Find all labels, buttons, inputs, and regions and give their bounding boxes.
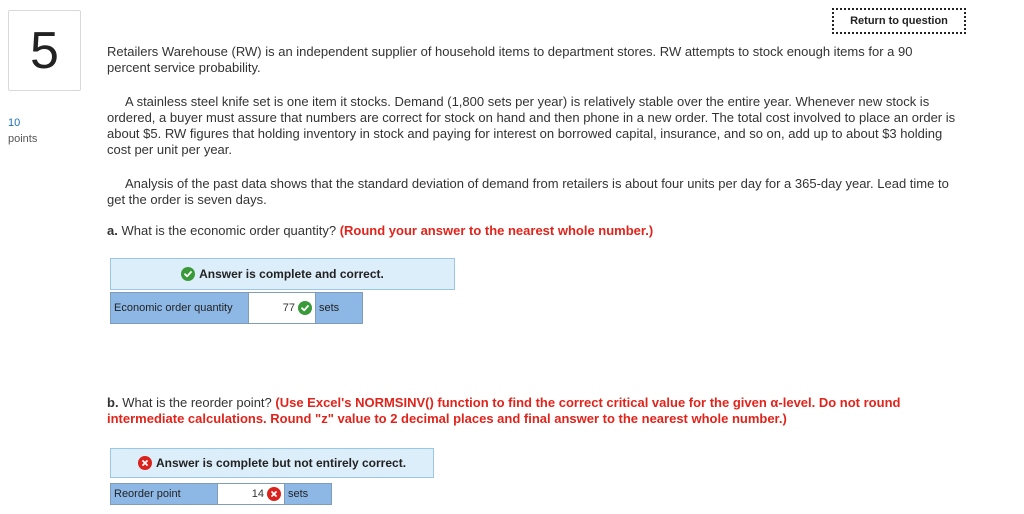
part-b-question-text: What is the reorder point?: [122, 395, 272, 410]
reorder-answer-field[interactable]: [218, 484, 285, 505]
return-to-question-button[interactable]: Return to question: [832, 8, 966, 34]
eoq-label: Economic order quantity: [114, 302, 233, 314]
part-b-answer-table: [110, 483, 332, 505]
x-circle-icon: [138, 456, 152, 470]
eoq-unit-cell: [316, 293, 363, 324]
part-b-question: [107, 395, 957, 427]
part-b-status-banner: [110, 448, 434, 478]
part-b-instruction: (Use Excel's NORMSINV() function to find the correct critical value for the given α-level. Do not round intermediate calculations. Round "z" value to 2 decimal places and final answer to the nearest whole number.): [107, 395, 901, 426]
part-b-label: b.: [107, 395, 119, 410]
eoq-label-cell: [111, 293, 249, 324]
eoq-answer-field[interactable]: [249, 293, 316, 324]
reorder-value: 14: [251, 488, 264, 500]
part-a-question: [107, 223, 957, 239]
part-a-status-banner: [110, 258, 455, 290]
points-value: 10: [8, 117, 21, 129]
eoq-unit: sets: [319, 302, 340, 314]
intro-paragraph: Retailers Warehouse (RW) is an independent supplier of household items to department stores. RW attempts to stock enough items for a 90 percent service probability.: [107, 44, 913, 75]
part-a-label: a.: [107, 223, 118, 238]
scenario-paragraph: A stainless steel knife set is one item it stocks. Demand (1,800 sets per year) is relatively stable over the entire year. Whenever new stock is ordered, a buyer must assure that numbers are correct for stock on hand and then phone in a new order. The total cost involved to place an order is about $5. RW figures that holding inventory in stock and paying for interest on borrowed capital, insurance, and so on, add up to about $3 holding cost per unit per year.: [107, 94, 956, 157]
analysis-paragraph: Analysis of the past data shows that the standard deviation of demand from retailers is about four units per day for a 365-day year. Lead time to get the order is seven days.: [107, 176, 949, 207]
reorder-label-cell: [111, 484, 218, 505]
reorder-point-label: Reorder point: [114, 488, 181, 500]
x-circle-icon: [267, 487, 281, 501]
part-a-answer-table: [110, 292, 363, 324]
part-a-instruction: (Round your answer to the nearest whole number.): [339, 223, 654, 238]
reorder-unit-cell: [285, 484, 332, 505]
points-label: points: [8, 133, 38, 145]
eoq-value: 77: [282, 302, 295, 314]
check-circle-icon: [181, 267, 195, 281]
question-number: 5: [8, 10, 81, 91]
part-b-status-text: Answer is complete but not entirely correct.: [155, 456, 407, 470]
part-a-question-text: What is the economic order quantity?: [121, 223, 337, 238]
check-circle-icon: [298, 301, 312, 315]
reorder-unit: sets: [288, 488, 309, 500]
part-a-status-text: Answer is complete and correct.: [199, 267, 384, 281]
